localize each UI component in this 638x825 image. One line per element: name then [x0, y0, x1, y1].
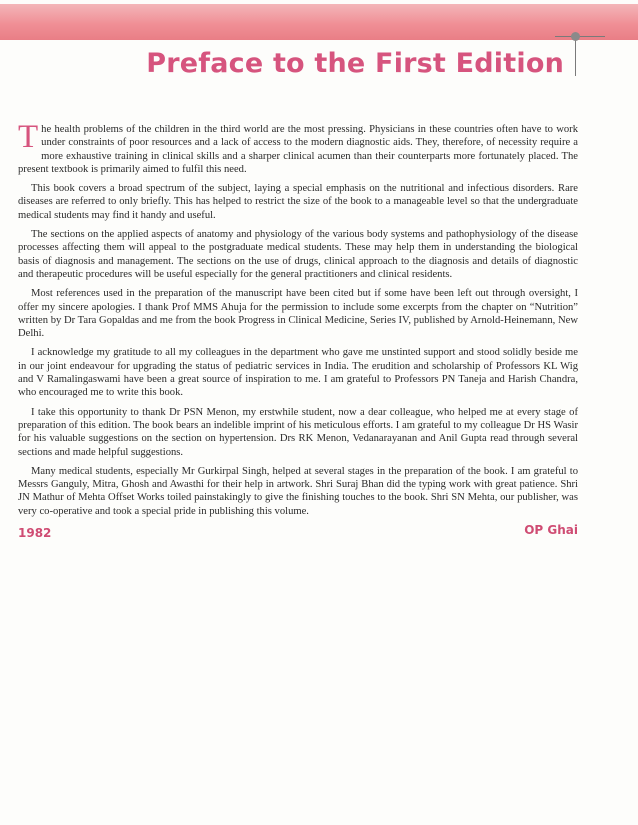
paragraph-text: he health problems of the children in the third world are the most pressing. Physicians in these countries often have to work under constraints of poor resources and a lack of access to the modern diagnostic aids. They, therefore, of necessity require a more exhaustive training in clinical skills and a sharper clinical acumen than their counterparts more fortunately placed. The present textbook is primarily aimed to fulfil this need. — [18, 124, 578, 175]
author-signature: OP Ghai — [524, 523, 578, 537]
drop-cap: T — [18, 119, 39, 155]
corner-rule-vertical — [575, 36, 576, 76]
paragraph-7: Many medical students, especially Mr Gurkirpal Singh, helped at several stages in the preparation of the book. I am grateful to Messrs Ganguly, Mitra, Ghosh and Awasthi for their help in artwork. Shri Suraj Bhan did the typing work with great patience. Shri JN Mathur of Mehta Offset Works toiled painstakingly to give the finishing touches to the book. Shri SN Mehta, our publisher, was very co-operative and took a special pride in publishing this volume. — [18, 465, 578, 517]
corner-rule-dot — [571, 32, 580, 41]
paragraph-4: Most references used in the preparation of the manuscript have been cited but if some have been left out through oversight, I offer my sincere apologies. I thank Prof MMS Ahuja for the permission to include some excerpts from the chapter on “Nutrition” written by Dr Tara Gopaldas and me from the book Progress in Clinical Medicine, Series IV, published by Arnold-Heinemann, New Delhi. — [18, 288, 578, 340]
year-label: 1982 — [18, 526, 52, 540]
preface-body — [18, 119, 578, 524]
corner-rule-horizontal — [555, 36, 605, 37]
paragraph-1 — [18, 119, 578, 176]
paragraph-3: The sections on the applied aspects of anatomy and physiology of the various body systems and pathophysiology of the disease processes affecting them will appeal to the postgraduate medical students. These may help them in understanding the biological basis of diagnosis and management. The sections on the use of drugs, clinical approach to the diagnosis and details of diagnostic and therapeutic procedures will be useful especially for the general practitioners and clinical residents. — [18, 229, 578, 280]
paragraph-2: This book covers a broad spectrum of the subject, laying a special emphasis on the nutritional and infectious disorders. Rare diseases are referred to only briefly. This has helped to restrict the size of the book to a manageable level so that the undergraduate medical students may find it handy and useful. — [18, 183, 578, 221]
paragraph-5: I acknowledge my gratitude to all my colleagues in the department who gave me unstinted support and stood solidly beside me in our joint endeavour for upgrading the status of pediatric services in India. The erudition and scholarship of Professors KL Wig and V Ramalingaswami have been a great source of inspiration to me. I am grateful to Professors PN Taneja and Harish Chandra, who encouraged me to write this book. — [18, 347, 578, 399]
paragraph-6: I take this opportunity to thank Dr PSN Menon, my erstwhile student, now a dear colleague, who helped me at every stage of preparation of this edition. The book bears an indelible imprint of his meticulous efforts. I am grateful to my colleague Dr HS Wasir for his valuable suggestions on the section on hypertension. Drs RK Menon, Vedanarayanan and Anil Gupta read through several sections and made helpful suggestions. — [18, 406, 578, 458]
page-title: Preface to the First Edition — [146, 48, 564, 79]
header-band — [0, 4, 638, 40]
